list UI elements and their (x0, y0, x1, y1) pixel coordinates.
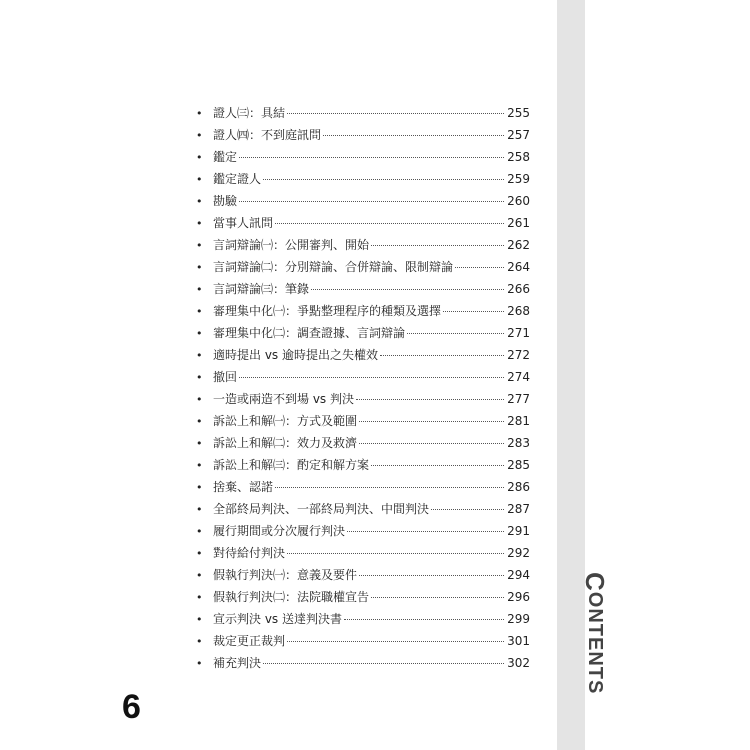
bullet-icon: • (196, 657, 203, 670)
toc-entry-page: 286 (507, 480, 530, 494)
toc-entry-page: 296 (507, 590, 530, 604)
bullet-icon: • (196, 437, 203, 450)
toc-entry-title: 一造或兩造不到場 vs 判決 (213, 392, 354, 406)
dot-leader (407, 332, 504, 334)
bullet-icon: • (196, 217, 203, 230)
toc-entry-page: 294 (507, 568, 530, 582)
toc-entry-title: 證人㈢：具結 (213, 106, 286, 120)
bullet-icon: • (196, 349, 203, 362)
bullet-icon: • (196, 481, 203, 494)
toc-entry-page: 274 (507, 370, 530, 384)
toc-entry-title: 捨棄、認諾 (213, 480, 274, 494)
bullet-icon: • (196, 635, 203, 648)
table-of-contents (196, 102, 530, 674)
bullet-icon: • (196, 525, 203, 538)
bullet-icon: • (196, 239, 203, 252)
contents-heading-rest: ONTENTS (584, 591, 606, 695)
bullet-icon: • (196, 173, 203, 186)
toc-entry-page: 299 (507, 612, 530, 626)
toc-entry (196, 322, 530, 344)
dot-leader (239, 156, 504, 158)
bullet-icon: • (196, 283, 203, 296)
toc-entry (196, 388, 530, 410)
toc-entry (196, 432, 530, 454)
contents-heading (582, 572, 608, 694)
toc-entry-title: 訴訟上和解㈡：效力及救濟 (213, 436, 358, 450)
toc-entry (196, 454, 530, 476)
dot-leader (287, 552, 504, 554)
toc-entry (196, 564, 530, 586)
bullet-icon: • (196, 591, 203, 604)
toc-entry-title: 勘驗 (213, 194, 238, 208)
toc-entry (196, 190, 530, 212)
dot-leader (263, 178, 504, 180)
dot-leader (239, 200, 504, 202)
toc-entry (196, 652, 530, 674)
toc-entry-page: 277 (507, 392, 530, 406)
bullet-icon: • (196, 151, 203, 164)
dot-leader (371, 464, 504, 466)
bullet-icon: • (196, 261, 203, 274)
dot-leader (287, 640, 504, 642)
toc-entry-page: 257 (507, 128, 530, 142)
toc-entry-page: 292 (507, 546, 530, 560)
toc-entry-page: 281 (507, 414, 530, 428)
toc-entry-page: 271 (507, 326, 530, 340)
dot-leader (359, 442, 504, 444)
dot-leader (275, 222, 504, 224)
toc-entry-title: 言詞辯論㈢：筆錄 (213, 282, 310, 296)
bullet-icon: • (196, 503, 203, 516)
dot-leader (347, 530, 504, 532)
toc-entry-title: 適時提出 vs 逾時提出之失權效 (213, 348, 378, 362)
dot-leader (323, 134, 504, 136)
toc-entry-title: 證人㈣：不到庭訊問 (213, 128, 322, 142)
bullet-icon: • (196, 569, 203, 582)
dot-leader (371, 596, 504, 598)
toc-entry-title: 鑑定 (213, 150, 238, 164)
dot-leader (443, 310, 504, 312)
dot-leader (380, 354, 504, 356)
toc-entry-title: 訴訟上和解㈠：方式及範圍 (213, 414, 358, 428)
toc-entry-page: 301 (507, 634, 530, 648)
toc-entry (196, 234, 530, 256)
toc-entry-title: 履行期間或分次履行判決 (213, 524, 346, 538)
dot-leader (359, 574, 504, 576)
toc-entry-page: 258 (507, 150, 530, 164)
toc-entry (196, 410, 530, 432)
bullet-icon: • (196, 327, 203, 340)
bullet-icon: • (196, 129, 203, 142)
toc-entry-page: 272 (507, 348, 530, 362)
toc-entry (196, 146, 530, 168)
toc-entry (196, 168, 530, 190)
toc-entry-page: 261 (507, 216, 530, 230)
toc-entry-title: 鑑定證人 (213, 172, 262, 186)
page-number: 6 (122, 688, 141, 726)
toc-entry-title: 訴訟上和解㈢：酌定和解方案 (213, 458, 370, 472)
toc-entry-title: 宣示判決 vs 送達判決書 (213, 612, 342, 626)
toc-entry-title: 審理集中化㈠：爭點整理程序的種類及選擇 (213, 304, 442, 318)
toc-entry (196, 102, 530, 124)
dot-leader (455, 266, 504, 268)
contents-heading-initial: C (580, 572, 610, 592)
toc-entry (196, 300, 530, 322)
toc-entry-page: 285 (507, 458, 530, 472)
bullet-icon: • (196, 107, 203, 120)
dot-leader (359, 420, 504, 422)
toc-entry-title: 裁定更正裁判 (213, 634, 286, 648)
bullet-icon: • (196, 393, 203, 406)
toc-entry-title: 假執行判決㈠：意義及要件 (213, 568, 358, 582)
toc-entry (196, 608, 530, 630)
dot-leader (263, 662, 504, 664)
toc-entry-page: 302 (507, 656, 530, 670)
toc-entry (196, 630, 530, 652)
toc-entry-title: 撤回 (213, 370, 238, 384)
toc-entry-page: 259 (507, 172, 530, 186)
toc-entry-title: 假執行判決㈡：法院職權宣告 (213, 590, 370, 604)
bullet-icon: • (196, 415, 203, 428)
dot-leader (287, 112, 504, 114)
toc-entry-title: 補充判決 (213, 656, 262, 670)
toc-entry-title: 當事人訊問 (213, 216, 274, 230)
bullet-icon: • (196, 547, 203, 560)
bullet-icon: • (196, 371, 203, 384)
toc-entry-page: 260 (507, 194, 530, 208)
toc-entry-title: 審理集中化㈡：調查證據、言詞辯論 (213, 326, 406, 340)
toc-entry (196, 256, 530, 278)
toc-entry-page: 255 (507, 106, 530, 120)
toc-entry-page: 287 (507, 502, 530, 516)
dot-leader (311, 288, 504, 290)
toc-entry-page: 268 (507, 304, 530, 318)
toc-entry-page: 264 (507, 260, 530, 274)
toc-entry-title: 言詞辯論㈠：公開審判、開始 (213, 238, 370, 252)
bullet-icon: • (196, 305, 203, 318)
dot-leader (371, 244, 504, 246)
bullet-icon: • (196, 195, 203, 208)
toc-entry-page: 283 (507, 436, 530, 450)
toc-entry-title: 對待給付判決 (213, 546, 286, 560)
dot-leader (239, 376, 504, 378)
bullet-icon: • (196, 613, 203, 626)
toc-entry (196, 366, 530, 388)
toc-entry (196, 542, 530, 564)
dot-leader (275, 486, 504, 488)
toc-entry (196, 344, 530, 366)
toc-entry-page: 266 (507, 282, 530, 296)
toc-entry (196, 498, 530, 520)
toc-entry (196, 520, 530, 542)
toc-entry-page: 291 (507, 524, 530, 538)
toc-entry-title: 全部終局判決、一部終局判決、中間判決 (213, 502, 430, 516)
toc-entry (196, 124, 530, 146)
toc-entry-page: 262 (507, 238, 530, 252)
toc-entry (196, 212, 530, 234)
dot-leader (344, 618, 504, 620)
bullet-icon: • (196, 459, 203, 472)
dot-leader (431, 508, 504, 510)
toc-entry-title: 言詞辯論㈡：分別辯論、合併辯論、限制辯論 (213, 260, 454, 274)
toc-entry (196, 586, 530, 608)
dot-leader (356, 398, 504, 400)
sidebar-band (557, 0, 585, 750)
toc-entry (196, 476, 530, 498)
toc-entry (196, 278, 530, 300)
